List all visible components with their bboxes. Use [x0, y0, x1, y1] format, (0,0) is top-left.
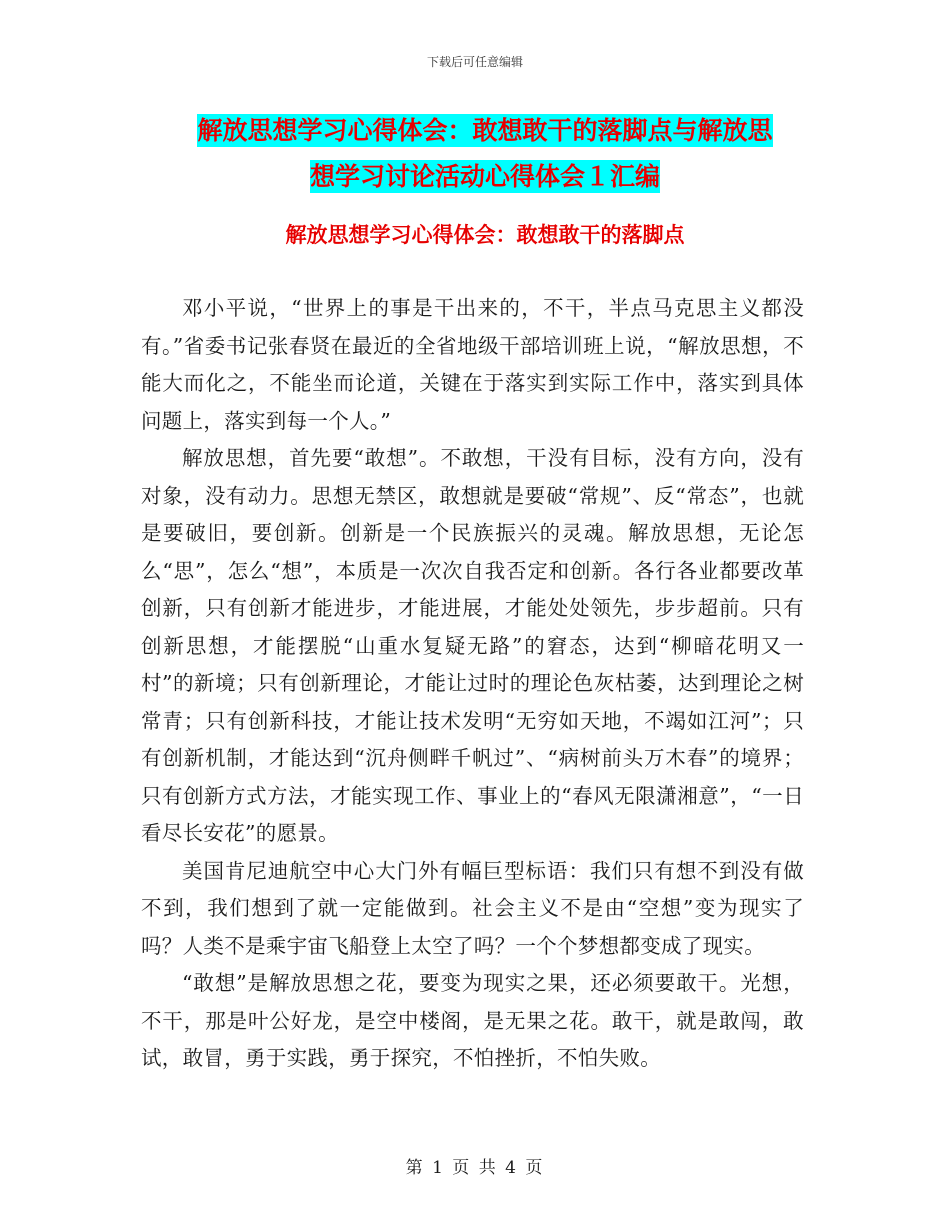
paragraph: “敢想”是解放思想之花，要变为现实之果，还必须要敢干。光想，不干，那是叶公好龙，是空中楼阁，是无果之花。敢干，就是敢闯，敢试，敢冒，勇于实践，勇于探究，不怕挫折，不怕失败。	[141, 971, 804, 1070]
document-title	[140, 108, 830, 200]
page-number-footer: 第 1 页 共 4 页	[405, 1158, 545, 1178]
title-line-1: 解放思想学习心得体会：敢想敢干的落脚点与解放思	[197, 116, 773, 145]
section-heading: 解放思想学习心得体会：敢想敢干的落脚点	[285, 223, 685, 247]
paragraph: 解放思想，首先要“敢想”。不敢想，干没有目标，没有方向，没有对象，没有动力。思想无禁区，敢想就是要破“常规”、反“常态”，也就是要破旧，要创新。创新是一个民族振兴的灵魂。解放思想，无论怎么“思”，怎么“想”，本质是一次次自我否定和创新。各行各业都要改革创新，只有创新才能进步，才能进展，才能处处领先，步步超前。只有创新思想，才能摆脱“山重水复疑无路”的窘态，达到“柳暗花明又一村”的新境；只有创新理论，才能让过时的理论色灰枯萎，达到理论之树常青；只有创新科技，才能让技术发明“无穷如天地，不竭如江河”；只有创新机制，才能达到“沉舟侧畔千帆过”、“病树前头万木春”的境界；只有创新方式方法，才能实现工作、事业上的“春风无限潇湘意”，“一日看尽长安花”的愿景。	[141, 446, 804, 845]
paragraph: 邓小平说，“世界上的事是干出来的，不干，半点马克思主义都没有。”省委书记张春贤在最近的全省地级干部培训班上说，“解放思想，不能大而化之，不能坐而论道，关键在于落实到实际工作中，落实到具体问题上，落实到每一个人。”	[141, 296, 804, 433]
page-header-note: 下载后可任意编辑	[426, 55, 523, 69]
title-line-2: 想学习讨论活动心得体会１汇编	[309, 162, 660, 191]
paragraph: 美国肯尼迪航空中心大门外有幅巨型标语：我们只有想不到没有做不到，我们想到了就一定能做到。社会主义不是由“空想”变为现实了吗？人类不是乘宇宙飞船登上太空了吗？一个个梦想都变成了现实。	[141, 858, 804, 958]
article-body	[141, 290, 804, 1078]
